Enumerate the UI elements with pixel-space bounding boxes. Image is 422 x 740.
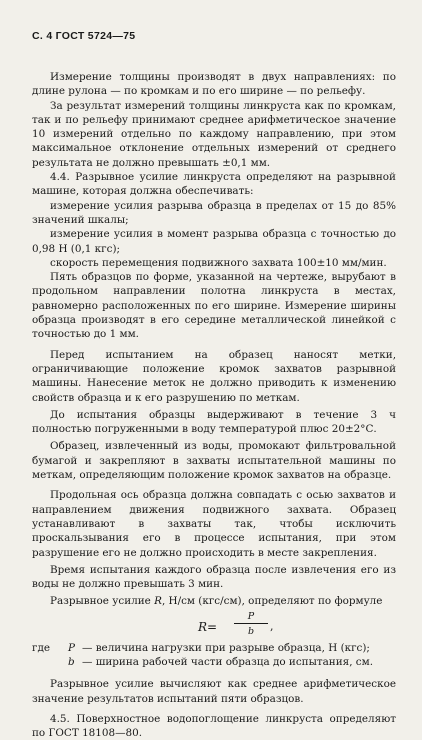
paragraph-conditioning: До испытания образцы выдерживают в течение 3 ч полностью погруженными в воду температурой плюс 20±2°С. [32, 408, 396, 436]
formula-fraction [234, 611, 268, 637]
paragraph-marks: Перед испытанием на образец наносят метки, ограничивающие положение кромок захватов разрывной машины. Нанесение меток не должно приводить к изменению свойств образца и к его разрушению по меткам. [32, 348, 396, 404]
where-line-p [32, 641, 396, 655]
where-symbol-b: b [68, 655, 75, 668]
paragraph-formula-intro: Разрывное усилие R, Н/см (кгс/см), определяют по формуле [50, 595, 383, 608]
paragraph-requirement-range: измерение усилия разрыва образца в пределах от 15 до 85% значений шкалы; [32, 199, 396, 226]
paragraph-axis: Продольная ось образца должна совпадать с осью захватов и направлением движения подвижного захвата. Образец устанавливают в захваты так, чтобы исключить проскальзывания его в процессе испытания, при этом разрушение его не должно происходить в месте закрепления. [32, 489, 396, 559]
document-body [32, 70, 396, 740]
where-label: где [32, 641, 50, 654]
paragraph-thickness-measurement: Измерение толщины производят в двух направлениях: по длине рулона — по кромкам и по его ширине — по рельефу. [32, 71, 396, 98]
paragraph-requirement-speed: скорость перемещения подвижного захвата 100±10 мм/мин. [50, 256, 387, 269]
breaking-force-formula [32, 611, 396, 641]
paragraph-thickness-result: За результат измерений толщины линкруста как по кромкам, так и по рельефу принимают среднее арифметическое значение 10 измерений отдельно по каждому направлению, при этом максимальное отклонение отдельных измерений от среднего результата не должно превышать ±0,1 мм. [32, 99, 396, 169]
paragraph-section-4-5: 4.5. Поверхностное водопоглощение линкруста определяют по ГОСТ 18108—80. [32, 712, 396, 740]
paragraph-mounting: Образец, извлеченный из воды, промокают фильтровальной бумагой и закрепляют в захваты испытательной машины по меткам, определяющим положение кромок захватов на образце. [32, 440, 396, 482]
where-definition-p: — величина нагрузки при разрыве образца, Н (кгс); [82, 641, 370, 654]
paragraph-requirement-accuracy: измерение усилия в момент разрыва образца с точностью до 0,98 Н (0,1 кгс); [32, 228, 396, 255]
formula-lhs: R= [198, 619, 218, 634]
fraction-bar [234, 623, 268, 624]
where-definition-b: — ширина рабочей части образца до испытания, см. [82, 655, 374, 668]
paragraph-test-time: Время испытания каждого образца после извлечения его из воды не должно превышать 3 мин. [32, 563, 396, 591]
formula-denominator: b [247, 625, 255, 637]
paragraph-section-4-4: 4.4. Разрывное усилие линкруста определяют на разрывной машине, которая должна обеспечивать: [32, 171, 396, 198]
paragraph-samples: Пять образцов по форме, указанной на чертеже, вырубают в продольном направлении полотна линкруста в местах, равномерно расположенных по его ширине. Измерение ширины образца производят в его середине металлической линейкой с точностью до 1 мм. [32, 271, 396, 341]
formula-symbol-r: R [154, 595, 162, 608]
page-header: С. 4 ГОСТ 5724—75 [32, 30, 136, 42]
formula-numerator: P [247, 610, 255, 622]
paragraph-average: Разрывное усилие вычисляют как среднее арифметическое значение результатов испытаний пяти образцов. [32, 678, 396, 705]
formula-comma: , [270, 619, 274, 633]
where-symbol-p: P [68, 641, 75, 654]
where-line-b [32, 655, 396, 669]
